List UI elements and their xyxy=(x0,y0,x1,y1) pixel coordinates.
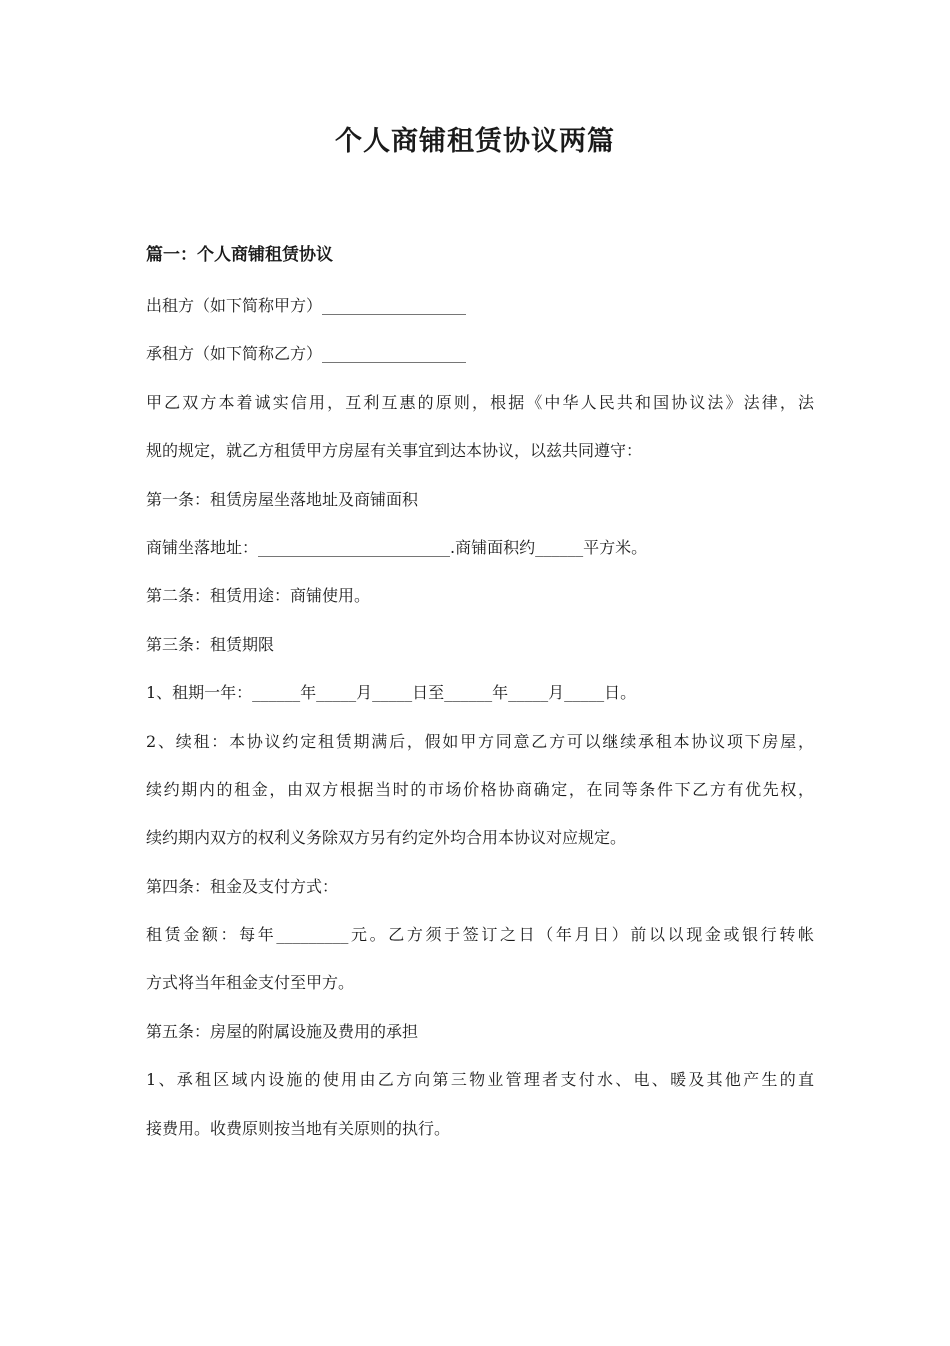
clause-line: 商铺坐落地址：________________________.商铺面积约______平方米。 xyxy=(146,537,648,557)
article-heading: 第四条：租金及支付方式： xyxy=(146,876,339,896)
lessee-line: 承租方（如下简称乙方）__________________ xyxy=(146,344,467,364)
lessor-line: 出租方（如下简称甲方）__________________ xyxy=(146,296,467,315)
article-heading: 第一条：租赁房屋坐落地址及商铺面积 xyxy=(146,489,419,509)
clause-line: 方式将当年租金支付至甲方。 xyxy=(146,973,355,993)
article-heading: 第三条：租赁期限 xyxy=(146,634,275,654)
clause-line: 1、承租区域内设施的使用由乙方向第三物业管理者支付水、电、暖及其他产生的直 xyxy=(146,1070,814,1090)
clause-line: 租赁金额：每年_________元。乙方须于签订之日（年月日）前以以现金或银行转帐 xyxy=(146,925,814,945)
clause-line: 续约期内的租金，由双方根据当时的市场价格协商确定，在同等条件下乙方有优先权， xyxy=(146,779,814,799)
clause-line: 续约期内双方的权利义务除双方另有约定外均合用本协议对应规定。 xyxy=(146,828,627,848)
clause-line: 1、租期一年：______年_____月_____日至______年_____月_____日。 xyxy=(146,683,637,703)
article-heading: 第二条：租赁用途：商铺使用。 xyxy=(146,586,371,606)
preamble-line: 甲乙双方本着诚实信用，互利互惠的原则，根据《中华人民共和国协议法》法律，法 xyxy=(146,392,814,412)
document-title: 个人商铺租赁协议两篇 xyxy=(335,126,615,157)
agreement-body xyxy=(146,282,814,1153)
clause-line: 2、续租：本协议约定租赁期满后，假如甲方同意乙方可以继续承租本协议项下房屋， xyxy=(146,731,814,751)
article-heading: 第五条：房屋的附属设施及费用的承担 xyxy=(146,1021,419,1041)
section-heading: 篇一：个人商铺租赁协议 xyxy=(146,245,333,265)
clause-line: 接费用。收费原则按当地有关原则的执行。 xyxy=(146,1118,451,1138)
preamble-line: 规的规定，就乙方租赁甲方房屋有关事宜到达本协议，以兹共同遵守： xyxy=(146,441,643,461)
